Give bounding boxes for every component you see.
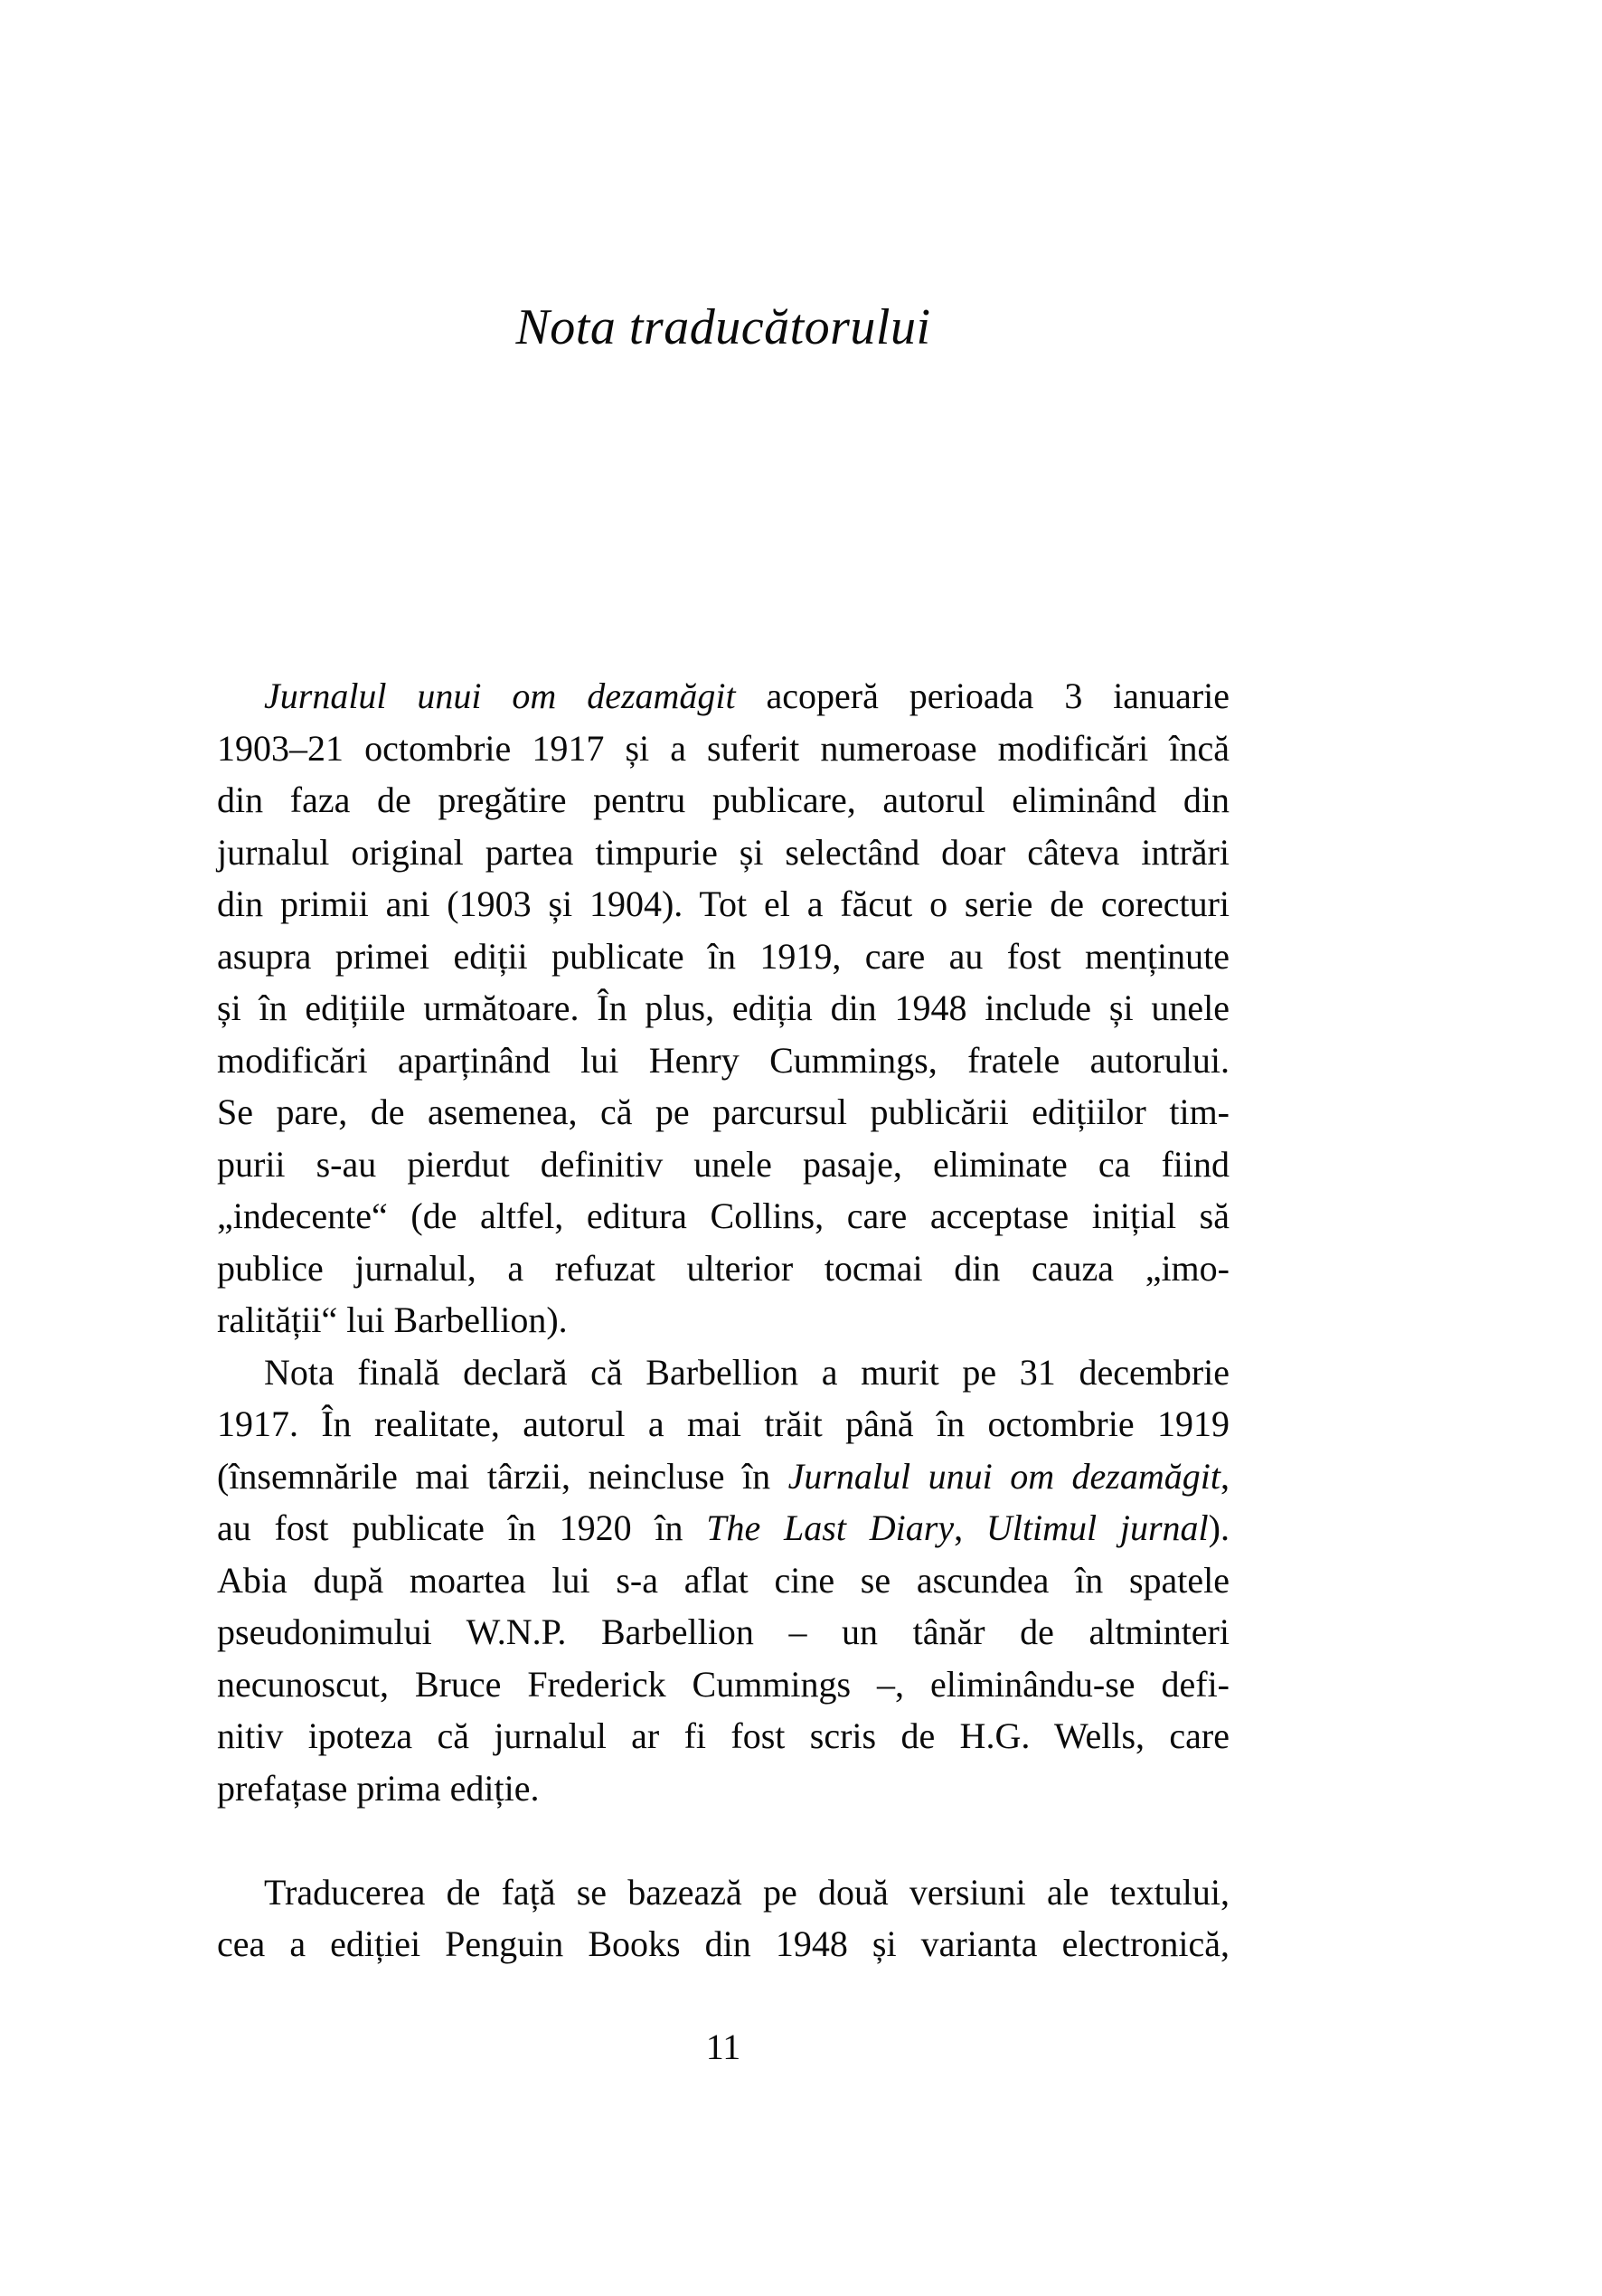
text-segment: jurnalul original partea timpurie și selectând doar câteva intrări <box>217 831 1230 873</box>
body-line <box>217 723 1230 775</box>
text-segment: Nota finală declară că Barbellion a murit pe 31 decembrie <box>264 1351 1230 1393</box>
text-segment: din primii ani (1903 și 1904). Tot el a făcut o serie de corecturi <box>217 883 1230 924</box>
body-line <box>217 1450 1230 1503</box>
body-line <box>217 1139 1230 1191</box>
body-text <box>217 670 1230 1970</box>
body-line <box>217 1398 1230 1450</box>
text-segment: (însemnările mai târzii, neincluse în <box>217 1455 788 1497</box>
text-segment: cea a ediției Penguin Books din 1948 și varianta electronică, <box>217 1923 1230 1964</box>
text-segment: asupra primei ediții publicate în 1919, care au fost menținute <box>217 935 1230 977</box>
body-line <box>217 670 1230 723</box>
text-segment: pseudonimului W.N.P. Barbellion – un tânăr de altminteri <box>217 1611 1230 1652</box>
body-line <box>217 878 1230 931</box>
body-line <box>217 1502 1230 1554</box>
italic-text: Ultimul jurnal <box>985 1507 1209 1548</box>
page-number: 11 <box>705 2027 741 2067</box>
text-segment: , <box>954 1507 986 1548</box>
paragraph <box>217 670 1230 1346</box>
body-line <box>217 827 1230 879</box>
text-segment: acoperă perioada 3 ianuarie <box>735 676 1230 716</box>
text-segment: , <box>1220 1455 1230 1497</box>
text-segment: 1917. În realitate, autorul a mai trăit până în octombrie 1919 <box>217 1403 1230 1444</box>
text-segment: ralității“ lui Barbellion). <box>217 1299 568 1340</box>
body-line <box>217 1658 1230 1711</box>
body-line <box>217 1918 1230 1970</box>
body-line <box>217 1346 1230 1399</box>
body-line <box>217 1086 1230 1139</box>
italic-text: Jurnalul unui om dezamăgit <box>264 676 736 716</box>
body-line <box>217 1554 1230 1607</box>
body-line <box>217 774 1230 827</box>
body-line <box>217 1294 1230 1346</box>
body-line <box>217 1242 1230 1295</box>
text-segment: Traducerea de față se bazează pe două versiuni ale textului, <box>264 1871 1230 1913</box>
text-segment: Abia după moartea lui s-a aflat cine se ascundea în spatele <box>217 1559 1230 1601</box>
text-segment: „indecente“ (de altfel, editura Collins, care acceptase inițial să <box>217 1195 1230 1236</box>
paragraph <box>217 1346 1230 1815</box>
body-line <box>217 931 1230 983</box>
paragraph <box>217 1866 1230 1970</box>
text-segment: Se pare, de asemenea, că pe parcursul publicării edițiilor tim- <box>217 1091 1230 1132</box>
text-segment: 1903–21 octombrie 1917 și a suferit numeroase modificări încă <box>217 727 1230 769</box>
text-segment: publice jurnalul, a refuzat ulterior tocmai din cauza „imo- <box>217 1247 1230 1289</box>
text-segment: nitiv ipoteza că jurnalul ar fi fost scris de H.G. Wells, care <box>217 1715 1230 1756</box>
text-segment: din faza de pregătire pentru publicare, autorul eliminând din <box>217 780 1230 820</box>
body-line <box>217 1190 1230 1242</box>
text-segment: și în edițiile următoare. În plus, ediția din 1948 include și unele <box>217 987 1230 1028</box>
body-line <box>217 1866 1230 1919</box>
text-segment: au fost publicate în 1920 în <box>217 1507 707 1548</box>
text-segment: prefațase prima ediție. <box>217 1767 540 1809</box>
body-line <box>217 982 1230 1035</box>
chapter-title: Nota traducătorului <box>515 299 931 355</box>
text-segment: necunoscut, Bruce Frederick Cummings –, eliminându-se defi- <box>217 1663 1230 1705</box>
text-segment: purii s-au pierdut definitiv unele pasaje, eliminate ca fiind <box>217 1143 1230 1185</box>
italic-text: Jurnalul unui om dezamăgit <box>787 1455 1220 1497</box>
italic-text: The Last Diary <box>706 1507 955 1548</box>
body-line <box>217 1710 1230 1762</box>
body-line <box>217 1606 1230 1658</box>
body-line <box>217 1762 1230 1815</box>
body-line <box>217 1035 1230 1087</box>
text-segment: modificări aparținând lui Henry Cummings, fratele autorului. <box>217 1039 1230 1081</box>
text-segment: ). <box>1208 1507 1230 1548</box>
